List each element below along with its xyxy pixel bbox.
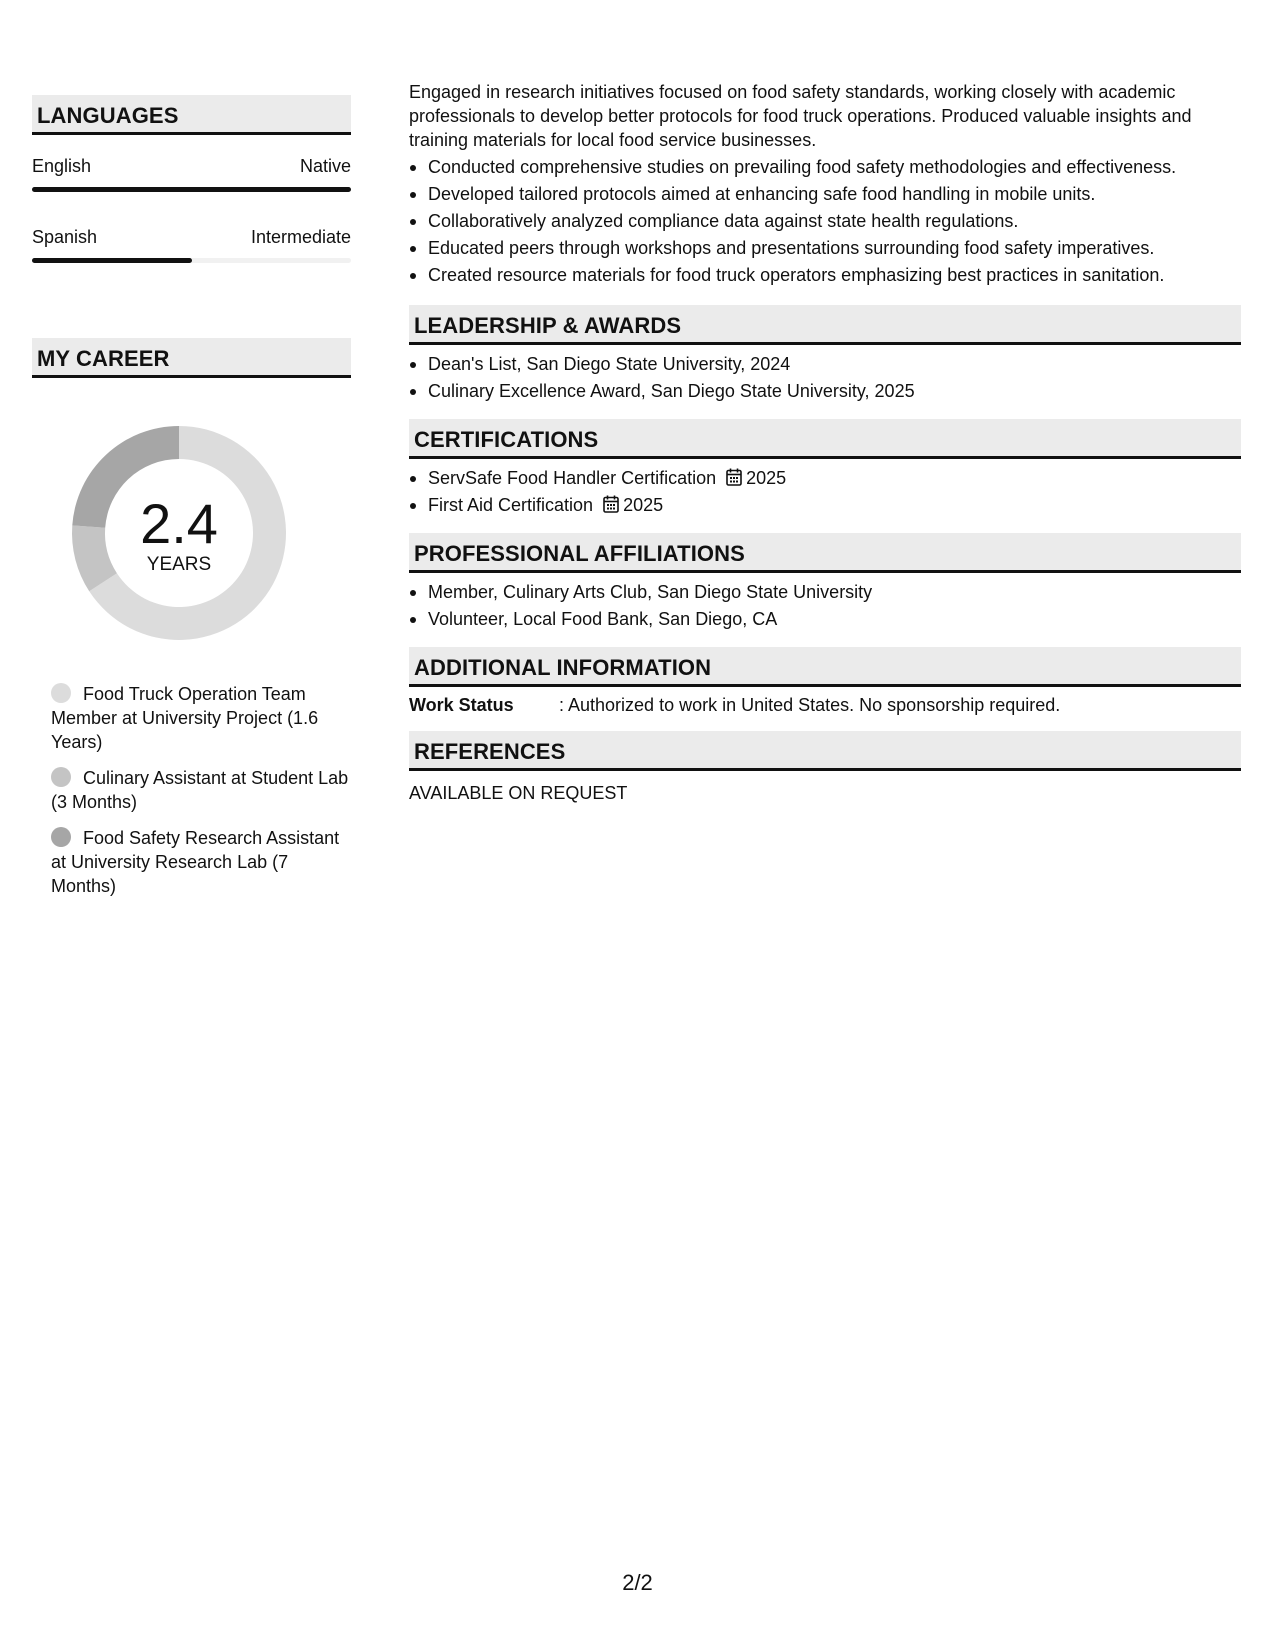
career-legend-item: Culinary Assistant at Student Lab (3 Months) <box>51 768 349 812</box>
legend-dot <box>51 683 71 703</box>
language-name: Spanish <box>32 227 98 247</box>
career-total-unit: YEARS <box>146 554 212 575</box>
list-item: Created resource materials for food truck operators emphasizing best practices in sanitation. <box>409 262 1241 289</box>
affiliations-heading: PROFESSIONAL AFFILIATIONS <box>409 533 1241 573</box>
list-item: Developed tailored protocols aimed at enhancing safe food handling in mobile units. <box>409 181 1241 208</box>
list-item: Member, Culinary Arts Club, San Diego State University <box>409 579 1241 606</box>
language-row-english <box>32 155 351 192</box>
languages-heading: LANGUAGES <box>32 95 351 135</box>
language-row-spanish <box>32 226 351 263</box>
career-legend <box>51 682 351 898</box>
affiliations-section <box>409 533 1241 633</box>
language-proficiency-bar <box>32 187 351 192</box>
language-name: English <box>32 156 92 176</box>
list-item: First Aid Certification 2025 <box>409 492 1241 519</box>
language-proficiency-fill <box>32 258 192 263</box>
legend-dot <box>51 827 71 847</box>
career-total-value: 2.4 <box>140 492 218 555</box>
career-donut-chart <box>66 420 292 646</box>
work-status-row <box>409 693 1241 717</box>
right-column <box>409 80 1241 805</box>
left-column <box>32 95 351 910</box>
leadership-heading: LEADERSHIP & AWARDS <box>409 305 1241 345</box>
list-item: Volunteer, Local Food Bank, San Diego, CA <box>409 606 1241 633</box>
certifications-section <box>409 419 1241 519</box>
references-text: AVAILABLE ON REQUEST <box>409 783 628 803</box>
list-item: Collaboratively analyzed compliance data against state health regulations. <box>409 208 1241 235</box>
references-heading: REFERENCES <box>409 731 1241 771</box>
list-item: Dean's List, San Diego State University, 2024 <box>409 351 1241 378</box>
leadership-section <box>409 305 1241 405</box>
list-item: Educated peers through workshops and presentations surrounding food safety imperatives. <box>409 235 1241 262</box>
calendar-icon <box>603 495 619 513</box>
language-proficiency-bar <box>32 258 351 263</box>
career-legend-item: Food Truck Operation Team Member at University Project (1.6 Years) <box>51 684 319 752</box>
legend-dot <box>51 767 71 787</box>
language-proficiency-fill <box>32 187 351 192</box>
work-status-value: : Authorized to work in United States. No sponsorship required. <box>559 695 1061 715</box>
list-item: Culinary Excellence Award, San Diego State University, 2025 <box>409 378 1241 405</box>
language-level: Intermediate <box>250 227 351 247</box>
work-status-label: Work Status <box>409 695 514 715</box>
references-section <box>409 731 1241 805</box>
calendar-icon <box>726 468 742 486</box>
experience-bullets <box>409 154 1241 289</box>
page-number: 2/2 <box>622 1570 653 1595</box>
list-item: Conducted comprehensive studies on prevailing food safety methodologies and effectiveness. <box>409 154 1241 181</box>
list-item: ServSafe Food Handler Certification 2025 <box>409 465 1241 492</box>
career-legend-item: Food Safety Research Assistant at University Research Lab (7 Months) <box>51 828 340 896</box>
additional-info-heading: ADDITIONAL INFORMATION <box>409 647 1241 687</box>
additional-info-section <box>409 647 1241 717</box>
experience-description: Engaged in research initiatives focused on food safety standards, working closely with academic professionals to develop better protocols for food truck operations. Produced valuable insights and training materials for local food service businesses. <box>409 82 1192 150</box>
language-level: Native <box>299 156 351 176</box>
career-heading: MY CAREER <box>32 338 351 378</box>
certifications-heading: CERTIFICATIONS <box>409 419 1241 459</box>
